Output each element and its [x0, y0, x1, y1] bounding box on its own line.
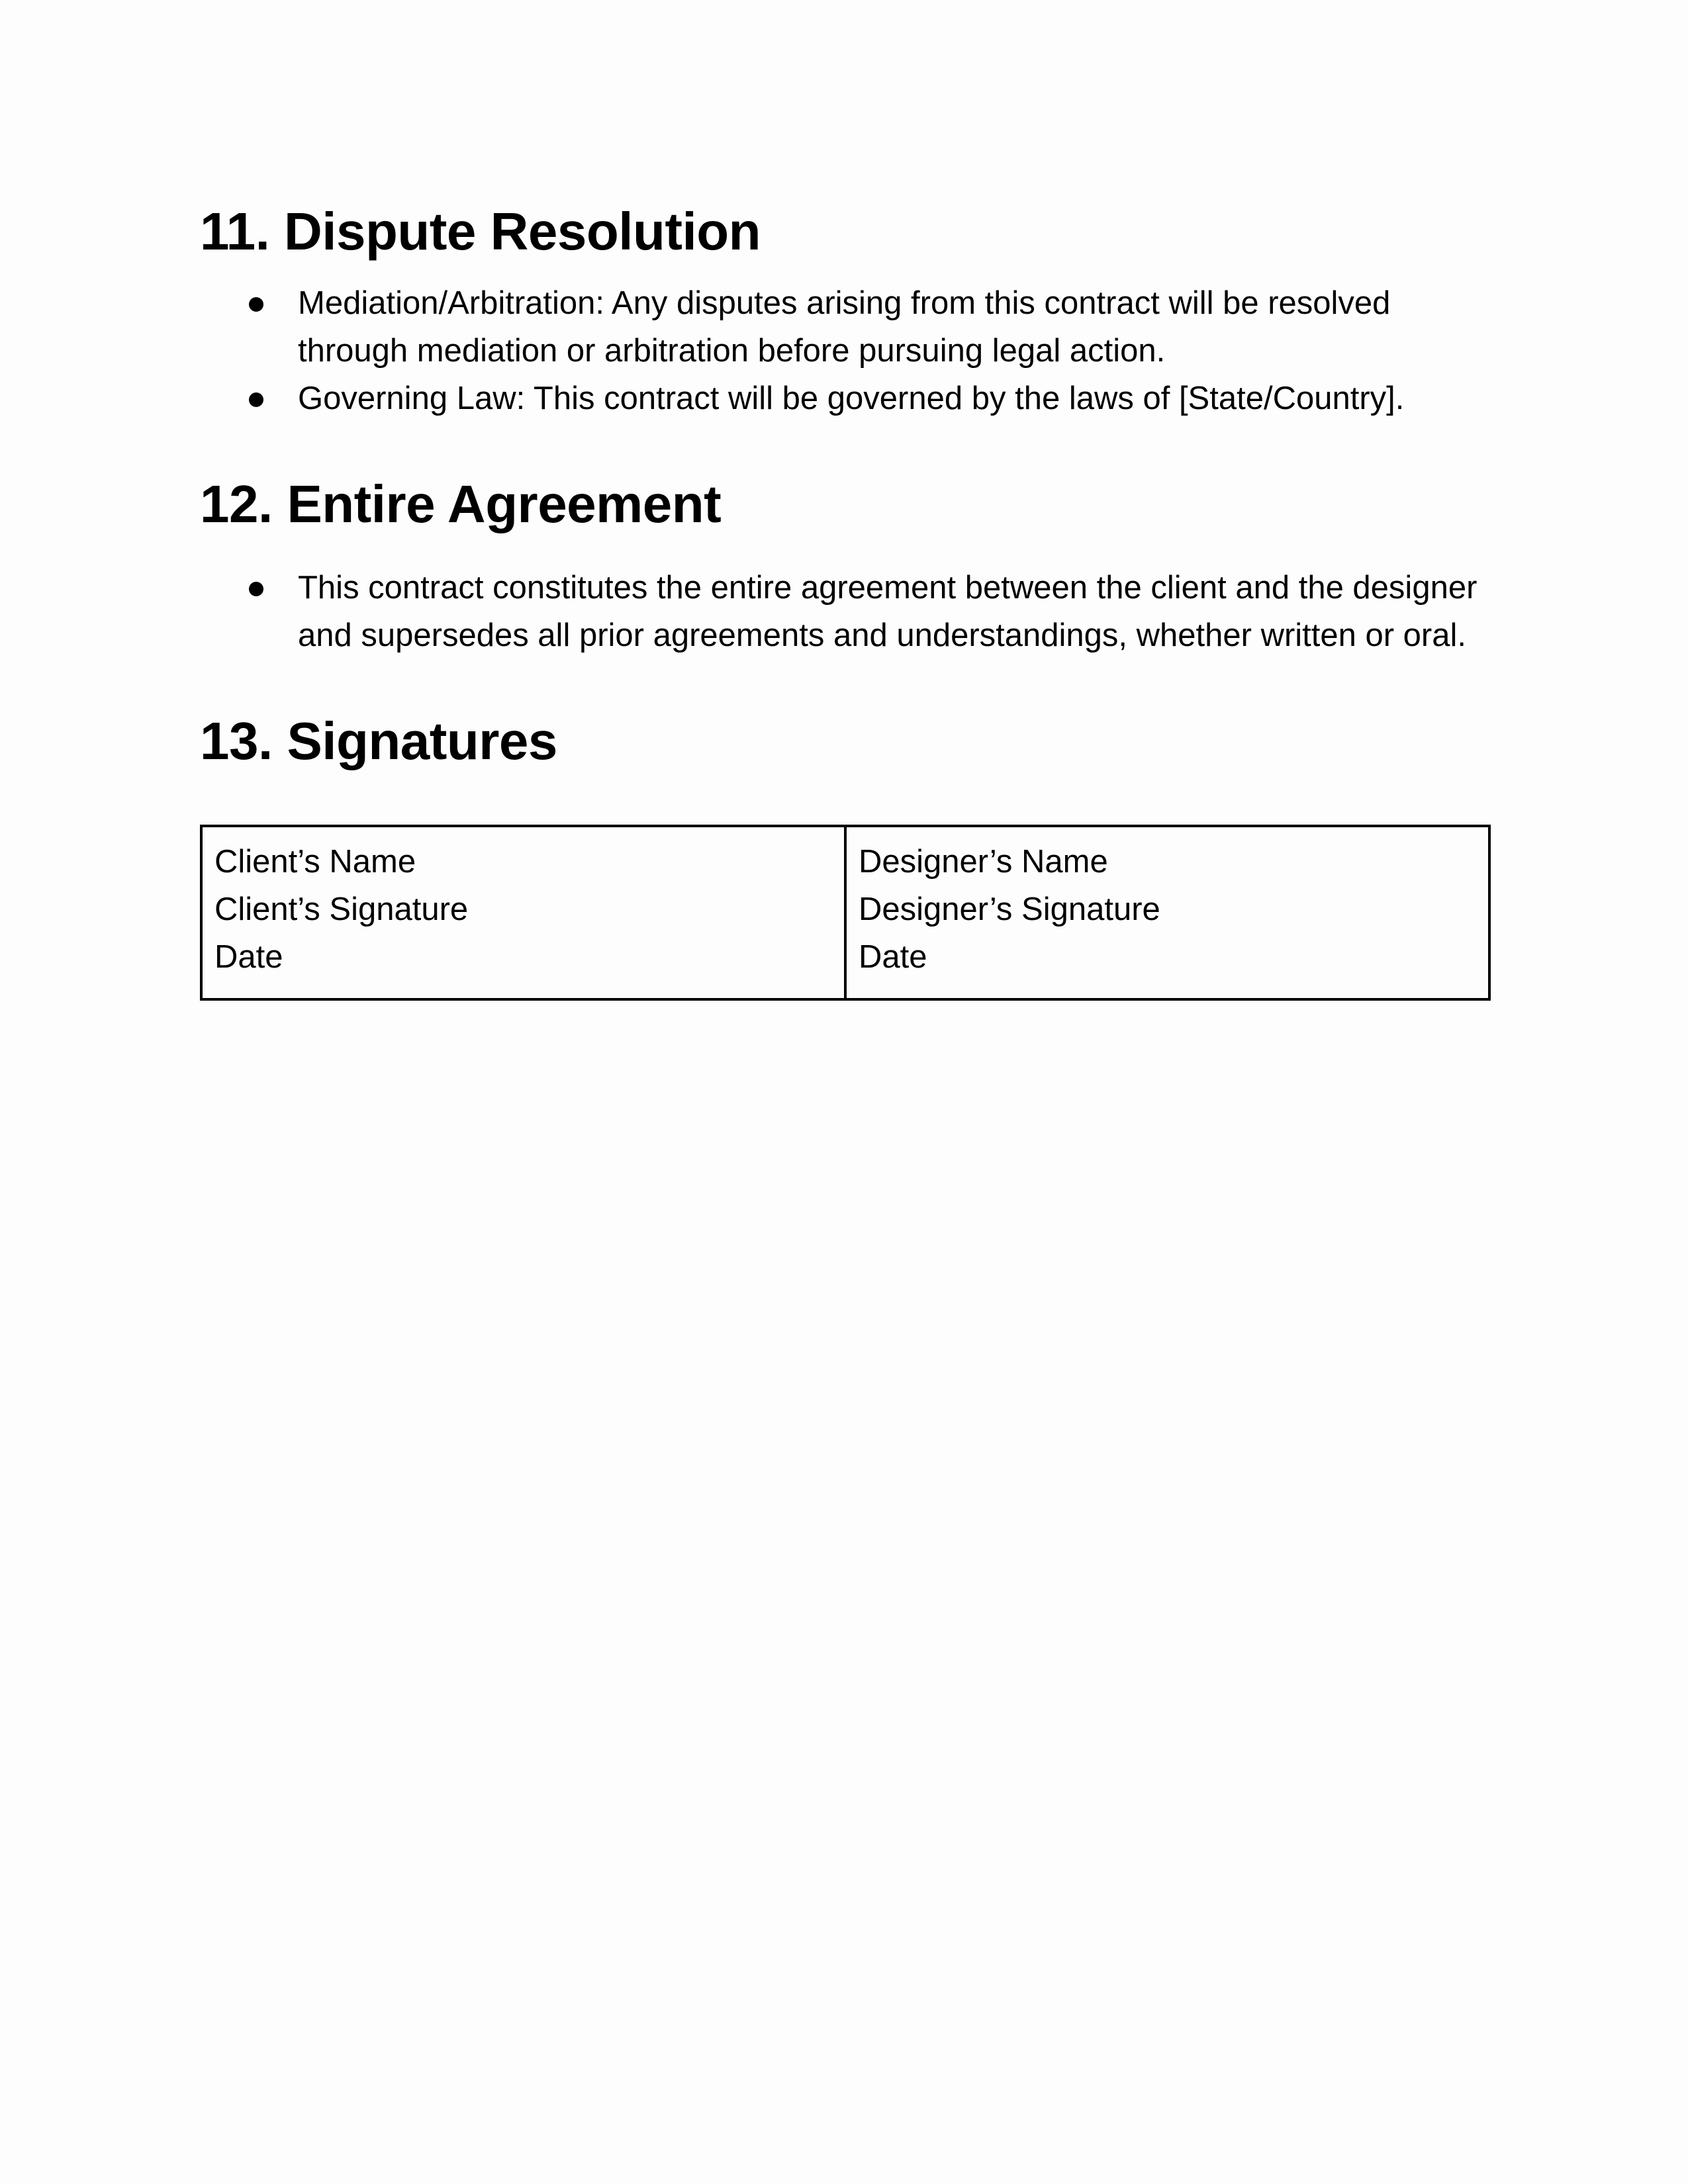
- section-signatures: [200, 702, 1491, 1001]
- client-signature-label: Client’s Signature: [214, 891, 469, 927]
- bullet-icon: [249, 392, 263, 407]
- designer-signature-cell: [844, 827, 1488, 998]
- section-dispute-resolution: [200, 192, 1491, 422]
- bullet-text: Mediation/Arbitration: Any disputes arising from this contract will be resolved through mediation or arbitration before pursuing legal action.: [298, 285, 1391, 369]
- section-heading: 13. Signatures: [200, 711, 557, 770]
- bullet-list: [200, 279, 1491, 422]
- signature-table: [200, 825, 1491, 1001]
- section-heading: 11. Dispute Resolution: [200, 202, 761, 261]
- bullet-text: This contract constitutes the entire agreement between the client and the designer and supersedes all prior agreements and understandings, whether written or oral.: [298, 570, 1477, 653]
- client-name-label: Client’s Name: [214, 844, 416, 880]
- section-entire-agreement: [200, 465, 1491, 659]
- bullet-item: [200, 375, 1489, 422]
- document-page: [200, 192, 1491, 1001]
- client-signature-cell: [203, 827, 844, 998]
- bullet-list: [200, 564, 1491, 659]
- bullet-text: Governing Law: This contract will be governed by the laws of [State/Country].: [298, 381, 1405, 416]
- bullet-icon: [249, 297, 263, 312]
- designer-name-label: Designer’s Name: [859, 844, 1108, 880]
- bullet-icon: [249, 582, 263, 596]
- client-date-label: Date: [214, 939, 283, 975]
- bullet-item: [200, 279, 1489, 375]
- designer-signature-label: Designer’s Signature: [859, 891, 1160, 927]
- bullet-item: [200, 564, 1489, 659]
- designer-date-label: Date: [859, 939, 927, 975]
- section-heading: 12. Entire Agreement: [200, 475, 722, 533]
